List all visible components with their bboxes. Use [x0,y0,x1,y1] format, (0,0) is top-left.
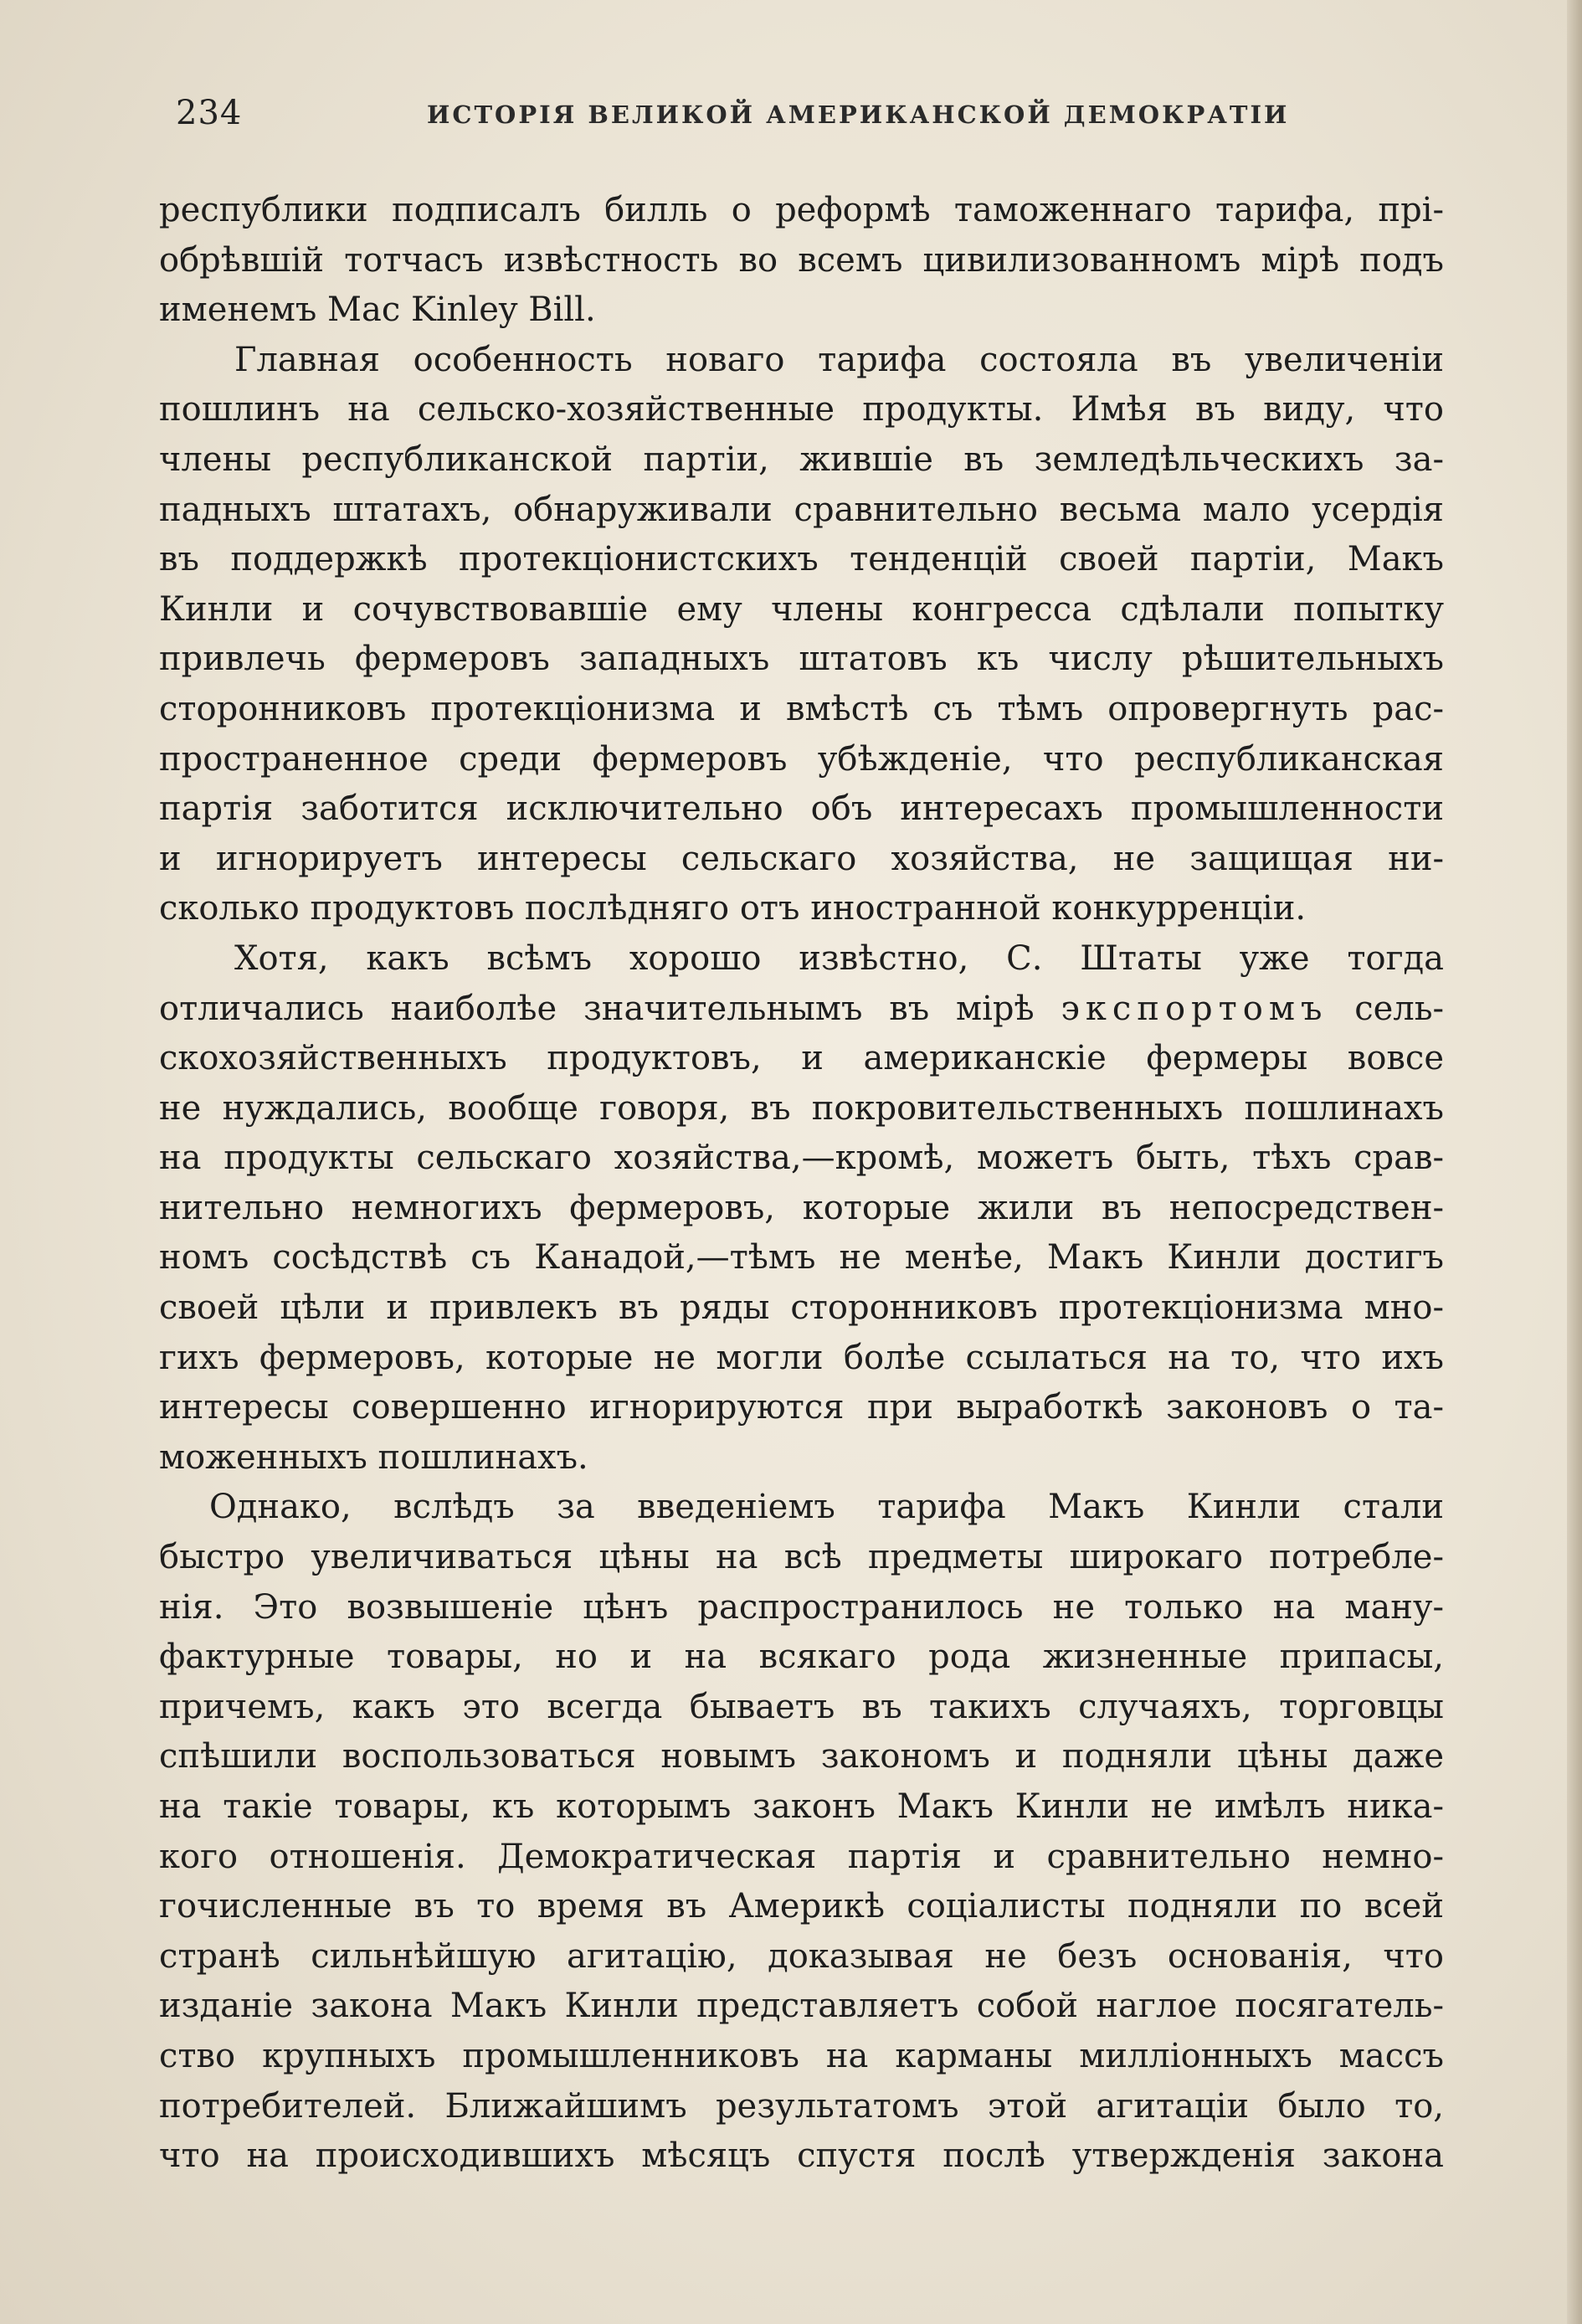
running-title: ИСТОРІЯ ВЕЛИКОЙ АМЕРИКАНСКОЙ ДЕМОКРАТІИ [427,100,1290,129]
text-line: номъ сосѣдствѣ съ Канадой,—тѣмъ не менѣе, Макъ Кинли достигъ [159,1238,1444,1278]
text-line: пространенное среди фермеровъ убѣжденіе, что республиканская [159,739,1444,779]
text-line: гочисленные въ то время въ Америкѣ соціалисты подняли по всей [159,1887,1444,1926]
text-fragment: отличались наиболѣе значительнымъ въ мірѣ [159,989,1035,1028]
text-line: республики подписалъ билль о реформѣ таможеннаго тарифа, прі- [159,191,1444,229]
text-line: изданіе закона Макъ Кинли представляетъ собой наглое посягатель- [159,1987,1444,2026]
text-line: не нуждались, вообще говоря, въ покровительственныхъ пошлинахъ [159,1088,1444,1128]
page-number: 234 [176,94,243,132]
text-line: привлечь фермеровъ западныхъ штатовъ къ числу рѣшительныхъ [159,640,1444,679]
text-line: на продукты сельскаго хозяйства,—кромѣ, можетъ быть, тѣхъ срав- [159,1139,1444,1178]
text-line: скохозяйственныхъ продуктовъ, и американскіе фермеры вовсе [159,1039,1444,1078]
text-line: именемъ Mac Kinley Bill. [159,290,596,330]
body-text [159,186,1444,2182]
text-line: падныхъ штатахъ, обнаруживали сравнительно весьма мало усердія [159,490,1444,529]
text-line: члены республиканской партіи, жившіе въ земледѣльческихъ за- [159,440,1444,479]
text-line: партія заботится исключительно объ интересахъ промышленности [159,789,1444,829]
text-line: причемъ, какъ это всегда бываетъ въ такихъ случаяхъ, торговцы [159,1687,1444,1726]
text-line: нительно немногихъ фермеровъ, которые жили въ непосредствен- [159,1188,1444,1227]
text-line: нія. Это возвышеніе цѣнъ распространилось не только на ману- [159,1587,1444,1627]
text-line: сколько продуктовъ послѣдняго отъ иностранной конкурренціи. [159,889,1307,928]
text-line: фактурные товары, но и на всякаго рода жизненные припасы, [159,1638,1444,1677]
text-line-with-emphasis [159,985,1444,1035]
text-line: пошлинъ на сельско-хозяйственные продукты. Имѣя въ виду, что [159,390,1444,429]
text-line: что на происходившихъ мѣсяцъ спустя послѣ утвержденія закона [159,2136,1444,2176]
text-line: интересы совершенно игнорируются при выработкѣ законовъ о та- [159,1388,1444,1427]
text-line: ство крупныхъ промышленниковъ на карманы милліонныхъ массъ [159,2036,1444,2075]
running-head [176,94,1448,144]
text-line: на такіе товары, къ которымъ законъ Макъ Кинли не имѣлъ никa- [159,1787,1444,1826]
text-line: Кинли и сочувствовавшіе ему члены конгресса сдѣлали попытку [159,589,1444,629]
text-line: странѣ сильнѣйшую агитацію, доказывая не безъ основанія, что [159,1936,1444,1976]
emphasis-spaced: экспортомъ [1061,989,1328,1028]
text-line: моженныхъ пошлинахъ. [159,1437,588,1477]
text-line: и игнорируетъ интересы сельскаго хозяйства, не защищая ни- [159,839,1444,878]
text-fragment: сель- [1354,989,1444,1028]
text-line: сторонниковъ протекціонизма и вмѣстѣ съ тѣмъ опровергнуть рас- [159,689,1444,728]
text-line: Однако, вслѣдъ за введеніемъ тарифа Макъ Кинли стали [209,1488,1444,1527]
text-line: потребителей. Ближайшимъ результатомъ этой агитаціи было то, [159,2086,1444,2126]
text-line: быстро увеличиваться цѣны на всѣ предметы широкаго потребле- [159,1538,1444,1577]
text-line: своей цѣли и привлекъ въ ряды сторонниковъ протекціонизма мно- [159,1288,1444,1328]
text-line: спѣшили воспользоваться новымъ закономъ и подняли цѣны даже [159,1737,1444,1776]
text-line: Хотя, какъ всѣмъ хорошо извѣстно, С. Штаты уже тогда [234,938,1444,978]
text-line: гихъ фермеровъ, которые не могли болѣе ссылаться на то, что ихъ [159,1338,1444,1377]
text-line: обрѣвшій тотчасъ извѣстность во всемъ цивилизованномъ мірѣ подъ [159,240,1444,280]
text-line: въ поддержкѣ протекціонистскихъ тенденцій своей партіи, Макъ [159,540,1444,579]
text-line: кого отношенія. Демократическая партія и сравнительно немно- [159,1837,1444,1876]
text-line: Главная особенность новаго тарифа состояла въ увеличеніи [234,340,1444,379]
page-edge [1567,0,1582,2324]
